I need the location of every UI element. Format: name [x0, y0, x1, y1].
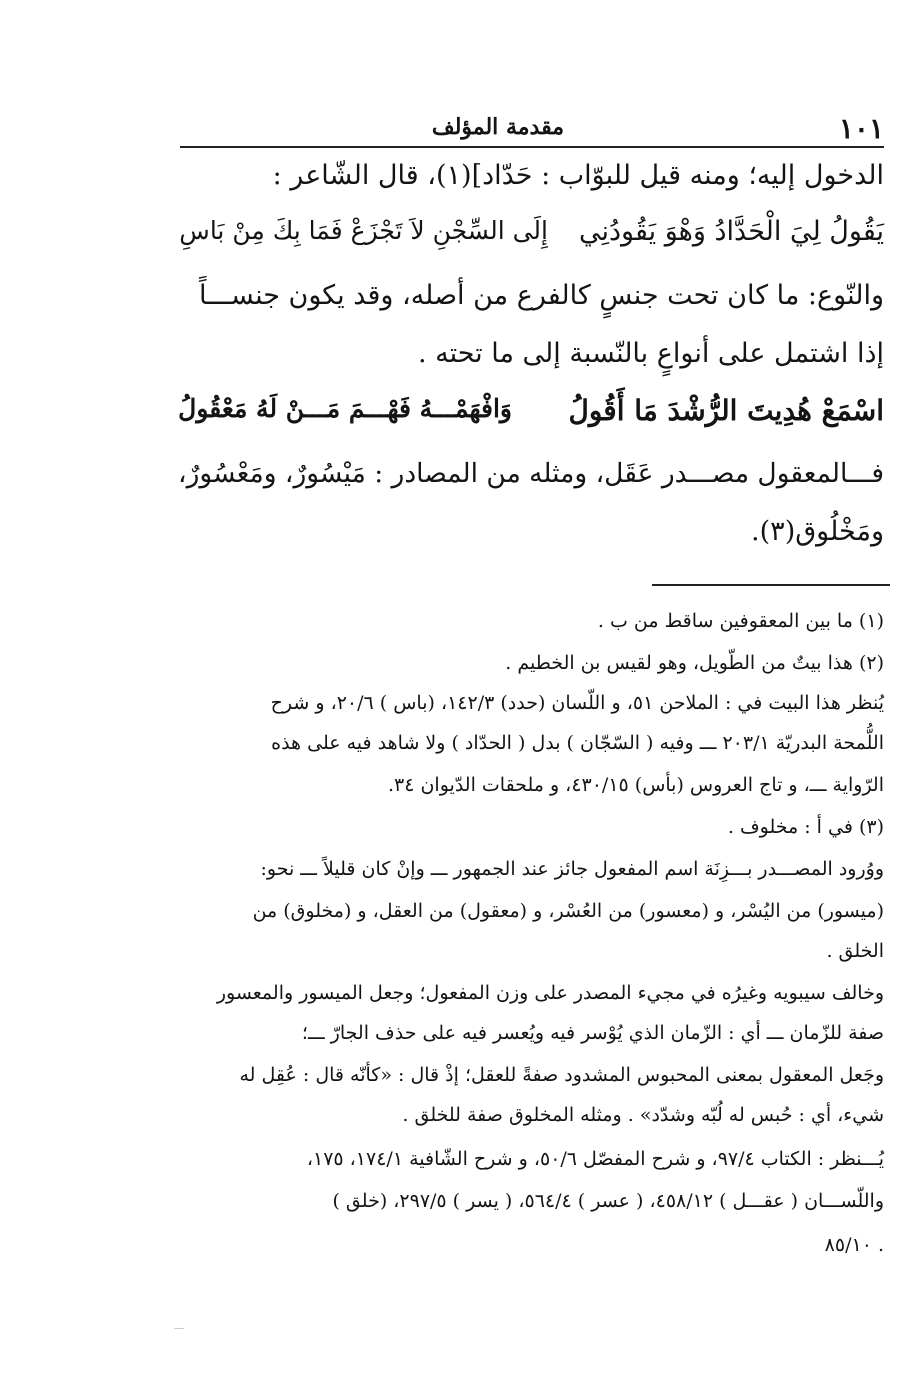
- footnote-line: (٣) في أ : مخلوف .: [727, 816, 884, 838]
- footnote-line: يُـــنظر : الكتاب ٩٧/٤، و شرح المفصّل ٥٠/٦، و شرح الشّافية ١٧٤/١، ١٧٥،: [306, 1148, 884, 1170]
- section-title: مقدمة المؤلف: [431, 114, 564, 140]
- footnote-line: شيء، أي : حُبس له لُبّه وشدّد» . ومثله المخلوق صفة للخلق .: [402, 1104, 884, 1126]
- verse-1-second-hemistich: إِلَى السِّجْنِ لاَ تَجْزَعْ فَمَا بِكَ مِنْ بَاسِ: [179, 216, 548, 245]
- verse-2-second-hemistich: وَافْهَمْـــهُ فَهْـــمَ مَـــنْ لَهُ مَعْقُولُ: [178, 394, 512, 423]
- body-line-3: والنّوع: ما كان تحت جنسٍ كالفرع من أصله، وقد يكون جنســـاً: [199, 280, 884, 311]
- footnote-line: اللُّمحة البدريّة ٢٠٣/١ ـــ وفيه ( السّجّان ) بدل ( الحدّاد ) ولا شاهد فيه على هذه: [271, 732, 884, 754]
- scan-mark: [174, 1328, 184, 1329]
- verse-2-first-hemistich: اسْمَعْ هُدِيتَ الرُّشْدَ مَا أَقُولُ: [568, 394, 884, 427]
- body-line-1: الدخول إليه؛ ومنه قيل للبوّاب : حَدّاد](١)، قال الشّاعر :: [272, 160, 884, 191]
- footnote-line: واللّســـان ( عقـــل ) ٤٥٨/١٢، ( عسر ) ٥٦٤/٤، ( يسر ) ٢٩٧/٥، (خلق ): [332, 1190, 884, 1212]
- body-line-6: فـــالمعقول مصـــدر عَقَل، ومثله من المصادر : مَيْسُورٌ، ومَعْسُورٌ،: [178, 458, 884, 489]
- header-rule: [180, 146, 884, 148]
- footnote-line: صفة للزّمان ـــ أي : الزّمان الذي يُوْسر فيه ويُعسر فيه على حذف الجارّ ـــ؛: [301, 1022, 884, 1044]
- footnote-separator: [652, 584, 890, 586]
- body-line-7: ومَخْلُوق(٣).: [751, 516, 884, 547]
- footnote-line: وخالف سيبويه وغيرُه في مجيء المصدر على وزن المفعول؛ وجعل الميسور والمعسور: [216, 982, 884, 1004]
- footnote-line: الرّواية ـــ، و تاج العروس (بأس) ٤٣٠/١٥، و ملحقات الدّيوان ٣٤.: [387, 774, 884, 796]
- page-number: ١٠١: [838, 112, 884, 145]
- footnote-line: (١) ما بين المعقوفين ساقط من ب .: [597, 610, 884, 632]
- page-header: [180, 112, 884, 144]
- footnote-line: يُنظر هذا البيت في : الملاحن ٥١، و اللّسان (حدد) ١٤٢/٣، (باس ) ٢٠/٦، و شرح: [270, 692, 884, 714]
- footnote-line: (٢) هذا بيتٌ من الطّويل، وهو لقيس بن الخطيم .: [505, 652, 884, 674]
- body-line-4: إذا اشتمل على أنواعٍ بالنّسبة إلى ما تحته .: [417, 338, 884, 369]
- footnote-line: وجَعل المعقول بمعنى المحبوس المشدود صفةً للعقل؛ إذْ قال : «كأنّه قال : عُقِل له: [239, 1064, 884, 1086]
- verse-1-first-hemistich: يَقُولُ لِيَ الْحَدَّادُ وَهْوَ يَقُودُنِي: [578, 216, 884, 247]
- footnote-line: الخلق .: [826, 940, 884, 962]
- footnote-line: ووُرود المصـــدر بـــزِنَة اسم المفعول جائز عند الجمهور ـــ وإنْ كان قليلاً ـــ نحو:: [260, 858, 884, 880]
- footnote-line: . ٨٥/١٠: [824, 1234, 884, 1256]
- footnote-line: (ميسور) من اليُسْر، و (معسور) من العُسْر، و (معقول) من العقل، و (مخلوق) من: [252, 900, 884, 922]
